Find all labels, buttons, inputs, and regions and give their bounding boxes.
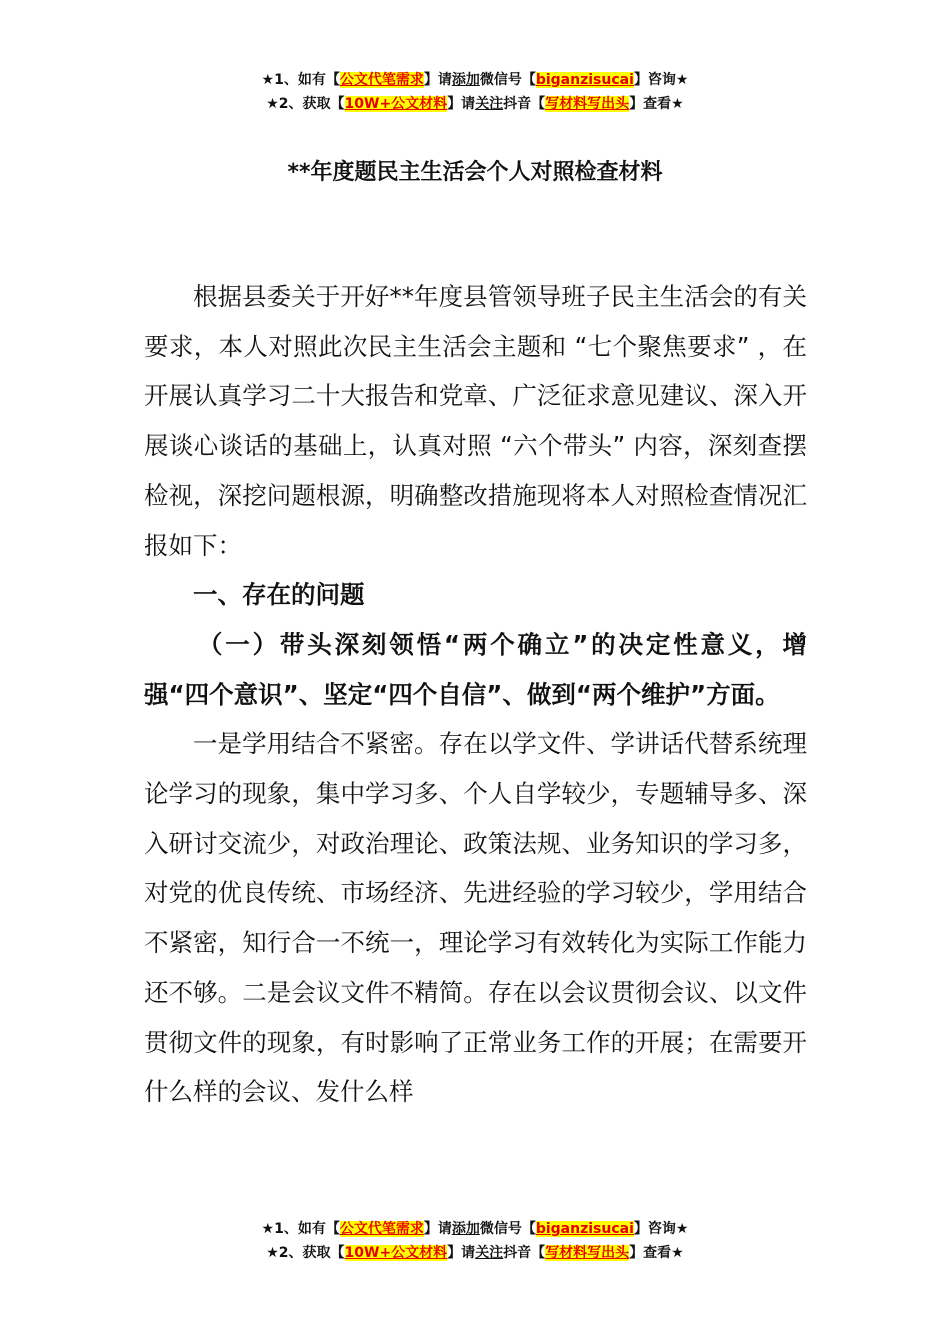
banner-highlight: 10W+公文材料	[344, 1245, 448, 1261]
banner-line-1: ★1、如有【公文代笔需求】请添加微信号【biganzisucai】咨询★	[261, 1221, 689, 1237]
body-paragraph: 一是学用结合不紧密。存在以学文件、学讲话代替系统理论学习的现象，集中学习多、个人自学较少，专题辅导多、深入研讨交流少，对政治理论、政策法规、业务知识的学习多，对党的优良传统、市场经济、先进经验的学习较少，学用结合不紧密，知行合一不统一，理论学习有效转化为实际工作能力还不够。二是会议文件不精简。存在以会议贯彻会议、以文件贯彻文件的现象，有时影响了正常业务工作的开展；在需要开什么样的会议、发什么样	[144, 729, 807, 1107]
banner-wechat-id: biganzisucai	[535, 1221, 634, 1237]
banner-highlight: 10W+公文材料	[344, 96, 448, 112]
banner-line-2: ★2、获取【10W+公文材料】请关注抖音【写材料写出头】查看★	[266, 1245, 684, 1261]
document-body	[144, 272, 807, 1117]
section-heading: 一、存在的问题	[193, 580, 365, 610]
banner-highlight: 公文代笔需求	[339, 1221, 424, 1237]
banner-line-1: ★1、如有【公文代笔需求】请添加微信号【biganzisucai】咨询★	[261, 72, 689, 88]
banner-highlight: 公文代笔需求	[339, 72, 424, 88]
document-title: **年度题民主生活会个人对照检查材料	[287, 160, 663, 185]
banner-douyin-id: 写材料写出头	[545, 96, 630, 112]
subsection-heading: （一）带头深刻领悟“两个确立”的决定性意义，增强“四个意识”、坚定“四个自信”、做到“两个维护”方面。	[144, 629, 807, 709]
banner-line-2: ★2、获取【10W+公文材料】请关注抖音【写材料写出头】查看★	[266, 96, 684, 112]
intro-paragraph: 根据县委关于开好**年度县管领导班子民主生活会的有关要求，本人对照此次民主生活会主题和 “七个聚焦要求” ，在开展认真学习二十大报告和党章、广泛征求意见建议、深入开展谈心谈话的基础上，认真对照 “六个带头” 内容，深刻查摆检视，深挖问题根源，明确整改措施现将本人对照检查情况汇报如下：	[144, 282, 807, 560]
header-banner	[0, 68, 950, 116]
banner-wechat-id: biganzisucai	[535, 72, 634, 88]
banner-douyin-id: 写材料写出头	[545, 1245, 630, 1261]
footer-banner	[0, 1217, 950, 1265]
